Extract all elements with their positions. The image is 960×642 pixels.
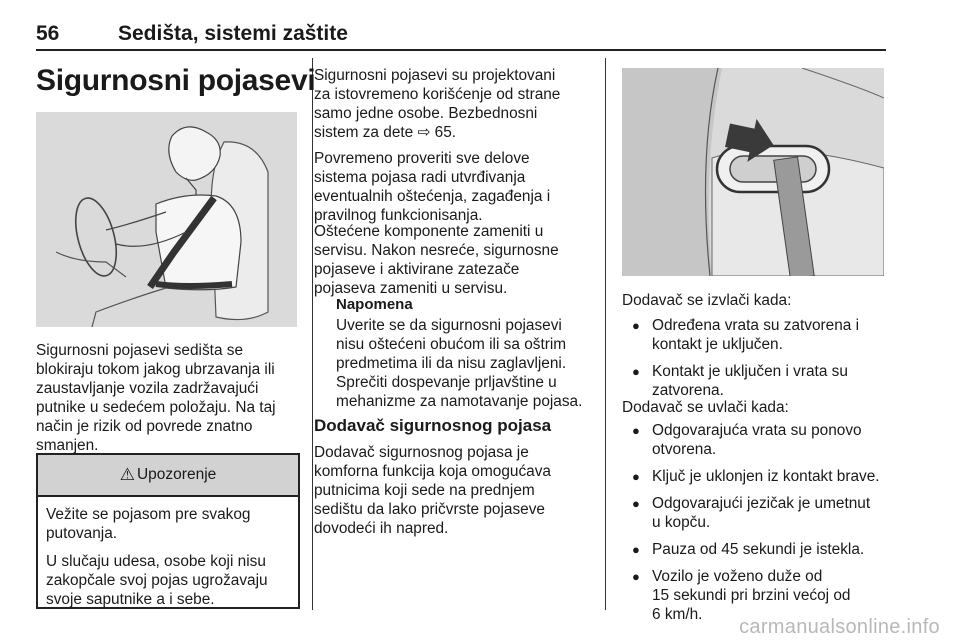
extend-list <box>622 316 886 408</box>
paragraph: Oštećene komponente zameniti u servisu. Nakon nesreće, sigurnosne pojaseve i aktivirane zatezače pojaseva zameniti u servisu. <box>314 223 559 297</box>
warning-body <box>38 497 298 609</box>
warning-triangle-icon: ⚠ <box>119 465 135 484</box>
warning-header <box>38 455 298 497</box>
section-heading: Dodavač sigurnosnog pojasa <box>314 416 552 435</box>
header-rule <box>36 49 886 51</box>
paragraph: Dodavač sigurnosnog pojasa je komforna funkcija koja omogućava putnicima koji sede na prednjem sedištu da lako pričvrste pojaseve dovodeći ih napred. <box>314 444 551 537</box>
extend-title: Dodavač se izvlači kada: <box>622 292 792 309</box>
paragraph: Povremeno proveriti sve delove sistema pojasa radi utvrđivanja eventualnih oštećenja, zagađenja i pravilnog funkcionisanja. <box>314 150 551 224</box>
intro-caption: Sigurnosni pojasevi sedišta se blokiraju tokom jakog ubrzavanja ili zaustavljanje vozila zadržavajući putnike u sedećem položaju. Na taj način je rizik od povrede znatno smanjen. <box>36 342 276 454</box>
list-item: ● Pauza od 45 sekundi je istekla. <box>622 540 888 559</box>
warning-paragraph: Vežite se pojasom pre svakog putovanja. <box>46 506 251 542</box>
list-item: ● Određena vrata su zatvorena i kontakt je uključen. <box>622 316 886 354</box>
page-header <box>36 8 884 48</box>
warning-paragraph: U slučaju udesa, osobe koji nisu zakopčale svoj pojas ugrožavaju svoje saputnike a i sebe. <box>46 553 268 608</box>
list-item: ● Ključ je uklonjen iz kontakt brave. <box>622 467 888 486</box>
retract-list <box>622 421 888 632</box>
list-item: ● Odgovarajući jezičak je umetnut u kopču. <box>622 494 888 532</box>
watermark: carmanualsonline.info <box>739 616 940 638</box>
retract-title: Dodavač se uvlači kada: <box>622 399 789 416</box>
page-number: 56 <box>36 22 60 45</box>
list-item: ● Kontakt je uključen i vrata su zatvorena. <box>622 362 886 400</box>
page-title: Sigurnosni pojasevi <box>36 64 316 97</box>
list-item: ● Odgovarajuća vrata su ponovo otvorena. <box>622 421 888 459</box>
warning-title: Upozorenje <box>136 466 217 483</box>
warning-box <box>36 453 300 609</box>
list-item: ● Vozilo je voženo duže od 15 sekundi pri brzini većoj od 6 km/h. <box>622 567 888 624</box>
column-divider <box>312 58 313 610</box>
note-text: Uverite se da sigurnosni pojasevi nisu oštećeni obućom ili sa oštrim predmetima ili da nisu zaglavljeni. Sprečiti dospevanje prljavštine u mehanizme za namotavanje pojasa. <box>336 317 583 410</box>
seatbelt-driver-illustration <box>36 112 297 327</box>
column-divider <box>605 58 606 610</box>
section-title: Sedišta, sistemi zaštite <box>118 22 348 45</box>
note-title: Napomena <box>336 296 413 313</box>
belt-presenter-illustration <box>622 68 884 276</box>
paragraph: Sigurnosni pojasevi su projektovani za istovremeno korišćenje od strane samo jedne osobe. Bezbednosni sistem za dete ⇨ 65. <box>314 67 561 141</box>
